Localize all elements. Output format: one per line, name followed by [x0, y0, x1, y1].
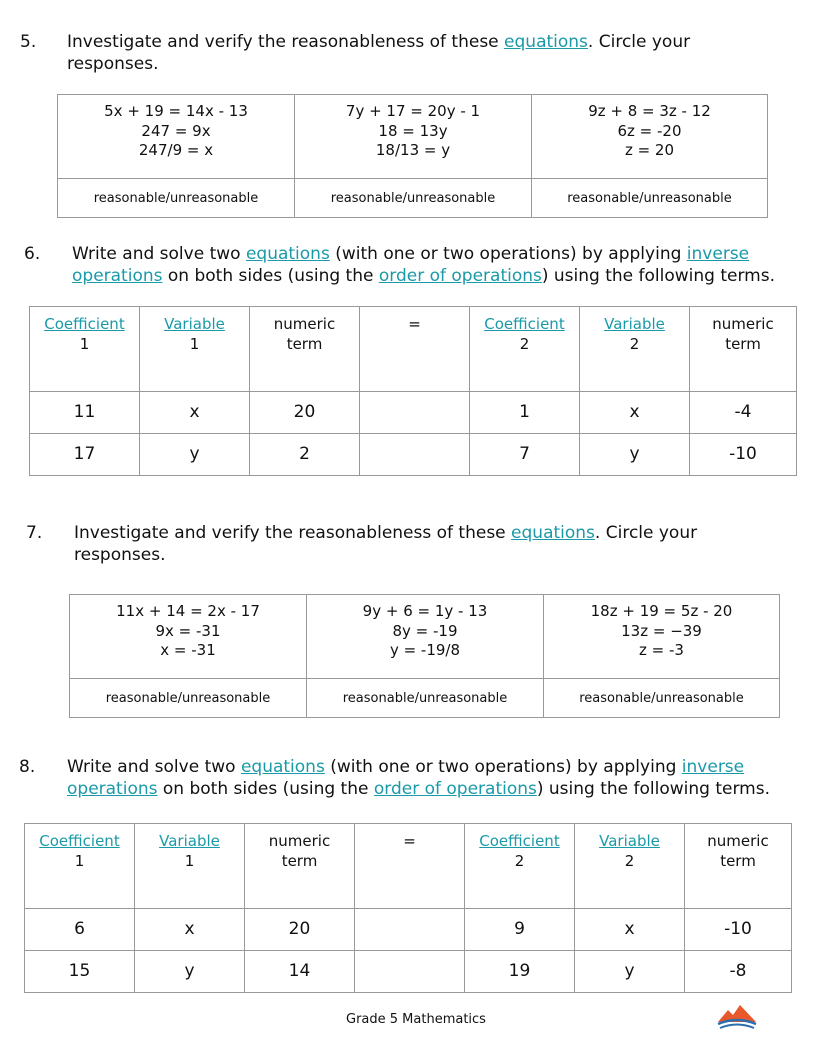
header-cell: numeric term	[250, 307, 360, 392]
table-cell: 15	[25, 951, 135, 993]
header-cell: =	[360, 307, 470, 392]
inverse-operations-link[interactable]: inverse	[681, 757, 745, 777]
question-6	[24, 243, 804, 291]
table-cell	[360, 392, 470, 434]
table-cell	[355, 951, 465, 993]
table-row	[30, 434, 797, 476]
table-cell: 7	[470, 434, 580, 476]
table-row	[25, 951, 792, 993]
table-cell: y	[575, 951, 685, 993]
footer-text: Grade 5 Mathematics	[346, 1012, 486, 1027]
table-cell: -8	[685, 951, 792, 993]
table-row	[30, 392, 797, 434]
header-cell: Variable 2	[575, 824, 685, 909]
header-cell: numeric term	[245, 824, 355, 909]
table-cell: 14	[245, 951, 355, 993]
reasonable-choice[interactable]: reasonable/unreasonable	[70, 679, 307, 718]
table-cell: x	[580, 392, 690, 434]
table-cell: y	[135, 951, 245, 993]
equation-cell: 9y + 6 = 1y - 13 8y = -19 y = -19/8	[307, 595, 544, 679]
equations-link[interactable]: equations	[240, 757, 325, 777]
table-cell: -10	[690, 434, 797, 476]
terms-table-q8	[24, 823, 792, 993]
question-text: Write and solve two equations (with one or two operations) by applying inverse operations on both sides (using the order of operations) using the following terms.	[67, 757, 771, 799]
table-cell: 19	[465, 951, 575, 993]
order-of-operations-link[interactable]: order of operations	[373, 779, 537, 799]
table-cell: y	[580, 434, 690, 476]
equations-table-q5	[57, 94, 768, 218]
inverse-operations-link[interactable]: operations	[72, 266, 163, 286]
header-cell: numeric term	[690, 307, 797, 392]
question-text: Write and solve two equations (with one or two operations) by applying inverse operations on both sides (using the order of operations) using the following terms.	[72, 244, 776, 286]
table-cell: 20	[250, 392, 360, 434]
header-cell: Variable 1	[135, 824, 245, 909]
question-5	[20, 31, 800, 79]
question-number: 7.	[26, 523, 43, 543]
header-cell: Coefficient 2	[465, 824, 575, 909]
table-cell: x	[575, 909, 685, 951]
terms-table-q6	[29, 306, 797, 476]
reasonable-choice[interactable]: reasonable/unreasonable	[307, 679, 544, 718]
question-7	[26, 522, 806, 570]
table-cell: x	[140, 392, 250, 434]
table-cell: x	[135, 909, 245, 951]
order-of-operations-link[interactable]: order of operations	[378, 266, 542, 286]
header-cell: Coefficient 2	[470, 307, 580, 392]
table-cell: 17	[30, 434, 140, 476]
table-cell: 2	[250, 434, 360, 476]
equation-cell: 7y + 17 = 20y - 1 18 = 13y 18/13 = y	[295, 95, 532, 179]
reasonable-choice[interactable]: reasonable/unreasonable	[544, 679, 780, 718]
table-row	[25, 909, 792, 951]
table-cell: y	[140, 434, 250, 476]
question-number: 8.	[19, 757, 36, 777]
question-text: Investigate and verify the reasonableness of these equations. Circle your responses.	[67, 32, 691, 74]
table-cell: 11	[30, 392, 140, 434]
inverse-operations-link[interactable]: inverse	[686, 244, 750, 264]
equation-cell: 9z + 8 = 3z - 12 6z = -20 z = 20	[532, 95, 768, 179]
equation-cell: 18z + 19 = 5z - 20 13z = −39 z = -3	[544, 595, 780, 679]
question-number: 5.	[20, 32, 37, 52]
question-8	[19, 756, 809, 804]
header-cell: Variable 1	[140, 307, 250, 392]
question-text: Investigate and verify the reasonableness of these equations. Circle your responses.	[74, 523, 698, 565]
table-cell: 20	[245, 909, 355, 951]
equation-cell: 11x + 14 = 2x - 17 9x = -31 x = -31	[70, 595, 307, 679]
equations-table-q7	[69, 594, 780, 718]
inverse-operations-link[interactable]: operations	[67, 779, 158, 799]
table-cell: -10	[685, 909, 792, 951]
table-cell: 6	[25, 909, 135, 951]
equations-link[interactable]: equations	[245, 244, 330, 264]
header-cell: Coefficient 1	[25, 824, 135, 909]
header-cell: Coefficient 1	[30, 307, 140, 392]
reasonable-choice[interactable]: reasonable/unreasonable	[295, 179, 532, 218]
table-cell	[360, 434, 470, 476]
table-cell: -4	[690, 392, 797, 434]
header-cell: =	[355, 824, 465, 909]
reasonable-choice[interactable]: reasonable/unreasonable	[532, 179, 768, 218]
table-cell: 1	[470, 392, 580, 434]
equations-link[interactable]: equations	[504, 32, 588, 52]
header-cell: Variable 2	[580, 307, 690, 392]
equations-link[interactable]: equations	[511, 523, 595, 543]
equation-cell: 5x + 19 = 14x - 13 247 = 9x 247/9 = x	[58, 95, 295, 179]
table-cell: 9	[465, 909, 575, 951]
question-number: 6.	[24, 244, 41, 264]
header-cell: numeric term	[685, 824, 792, 909]
mountain-logo-icon	[716, 1002, 758, 1034]
table-cell	[355, 909, 465, 951]
reasonable-choice[interactable]: reasonable/unreasonable	[58, 179, 295, 218]
